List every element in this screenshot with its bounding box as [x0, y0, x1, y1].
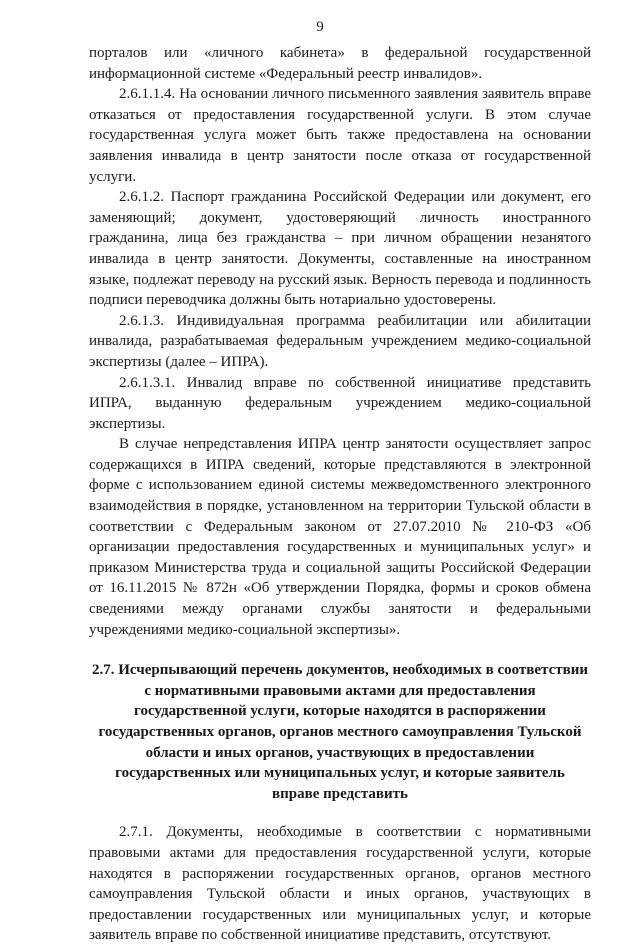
- section-heading-2-7: [89, 660, 591, 804]
- heading-line: 2.7. Исчерпывающий перечень документов, необходимых в соответствии: [92, 662, 588, 679]
- page-number: 9: [316, 19, 324, 35]
- paragraph-2-6-1-2: 2.6.1.2. Паспорт гражданина Российской Федерации или документ, его заменяющий; документ, удостоверяющий личность иностранного гражданина, лица без гражданства – при личном обращении незанятого инвалида в центр занятости. Документы, составленные на иностранном языке, подлежат переводу на русский язык. Верность перевода и подлинность подписи переводчика должны быть нотариально удостоверены.: [89, 189, 591, 309]
- paragraph-2-6-1-3-1: 2.6.1.3.1. Инвалид вправе по собственной инициативе представить ИПРА, выданную федеральным учреждением медико-социальной экспертизы.: [89, 374, 591, 432]
- paragraph-2-7-1: 2.7.1. Документы, необходимые в соответствии с нормативными правовыми актами для предоставления государственной услуги, которые находятся в распоряжении государственных органов, органов местного самоуправления Тульской области и иных органов, участвующих в предоставлении государственных или муниципальных услуг, и которые заявитель вправе по собственной инициативе представить, отсутствуют.: [89, 824, 591, 944]
- paragraph-continuation: порталов или «личного кабинета» в федеральной государственной информационной системе «Федеральный реестр инвалидов».: [89, 45, 591, 82]
- paragraph-2-6-1-3: 2.6.1.3. Индивидуальная программа реабилитации или абилитации инвалида, разрабатываемая федеральным учреждением медико-социальной экспертизы (далее – ИПРА).: [89, 312, 591, 370]
- paragraph-2-6-1-1-4: 2.6.1.1.4. На основании личного письменного заявления заявитель вправе отказаться от предоставления государственной услуги. В этом случае государственная услуга может быть также предоставлена на основании заявления инвалида в центр занятости после отказа от государственной услуги.: [89, 86, 591, 185]
- heading-line: государственной услуги, которые находятся в распоряжении: [134, 703, 546, 720]
- heading-line: вправе представить: [272, 785, 408, 802]
- spacer: [89, 640, 591, 660]
- paragraph-ipra-request: В случае непредставления ИПРА центр занятости осуществляет запрос содержащихся в ИПРА сведений, которые представляются в электронной форме с использованием единой системы межведомственного электронного взаимодействия в порядке, установленном на территории Тульской области в соответствии с Федеральным законом от 27.07.2010 № 210-ФЗ «Об организации предоставления государственных и муниципальных услуг» и приказом Министерства труда и социальной защиты Российской Федерации от 16.11.2015 № 872н «Об утверждении Порядка, формы и сроков обмена сведениями между органами службы занятости и федеральными учреждениями медико-социальной экспертизы».: [89, 436, 591, 638]
- spacer: [89, 804, 591, 822]
- heading-line: государственных органов, органов местного самоуправления Тульской: [98, 724, 582, 740]
- document-body: [89, 43, 591, 946]
- heading-line: государственных или муниципальных услуг, и которые заявитель: [115, 765, 565, 782]
- heading-line: области и иных органов, участвующих в предоставлении: [145, 744, 535, 761]
- heading-line: с нормативными правовыми актами для предоставления: [144, 682, 536, 699]
